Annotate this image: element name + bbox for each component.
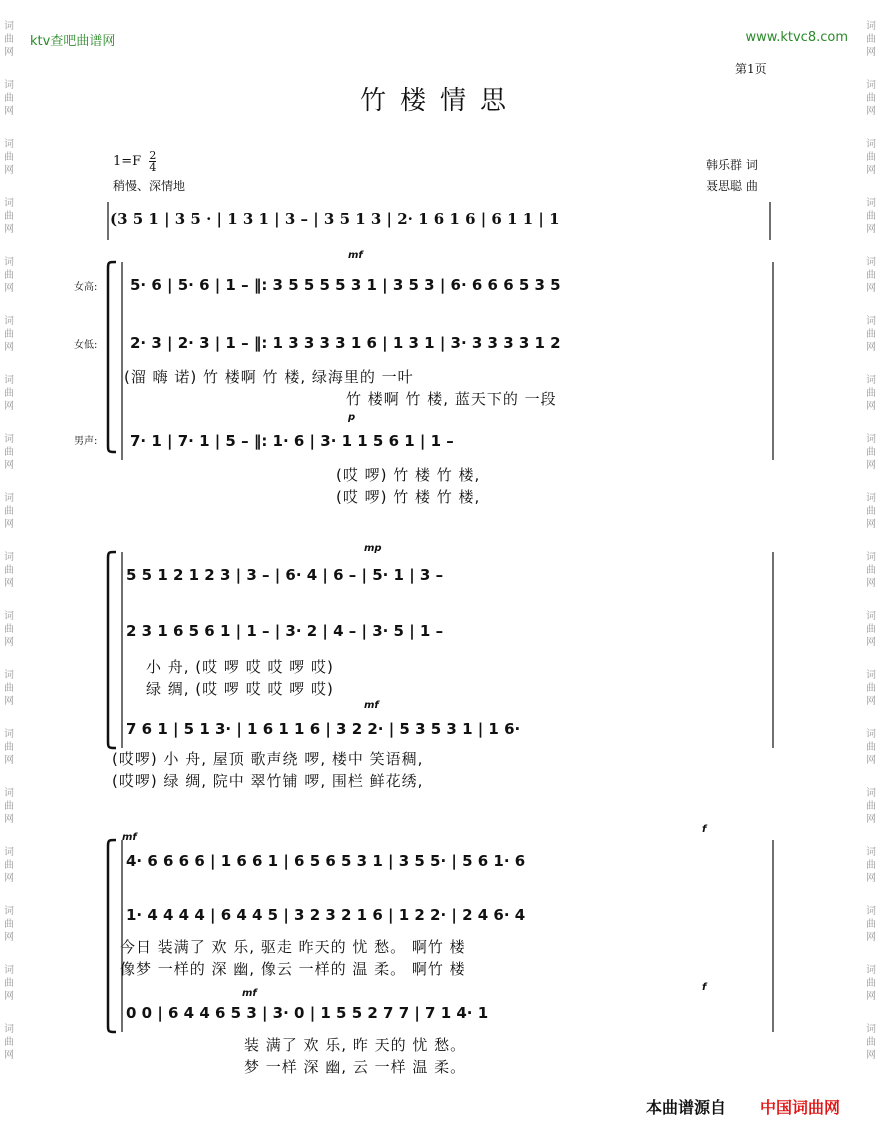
- watermark-char: 网: [866, 47, 876, 58]
- watermark-char: 曲: [4, 919, 14, 930]
- watermark-char: 曲: [866, 93, 876, 104]
- male-lyrics-verse2: 梦 一样 深 幽, 云 一样 温 柔。: [244, 1058, 467, 1076]
- watermark-char: 曲: [866, 211, 876, 222]
- watermark-char: 网: [866, 460, 876, 471]
- male-notes: 0 0 | 6 4 4 6 5 3 | 3· 0 | 1 5 5 2 7 7 | 7 1 4· 1: [126, 1004, 489, 1022]
- watermark-char: 词: [866, 788, 876, 799]
- watermark-char: 曲: [866, 801, 876, 812]
- watermark-char: 曲: [866, 329, 876, 340]
- page-number: 第1页: [735, 62, 767, 76]
- male-lyrics-verse1: (哎 啰) 竹 楼 竹 楼,: [336, 466, 481, 484]
- watermark-char: 词: [866, 139, 876, 150]
- watermark-char: 词: [866, 375, 876, 386]
- sop-notes: 4· 6 6 6 6 | 1 6 6 1 | 6 5 6 5 3 1 | 3 5 5· | 5 6 1· 6: [126, 852, 526, 870]
- watermark-char: 曲: [866, 978, 876, 989]
- lyrics-verse1: 小 舟, (哎 啰 哎 哎 啰 哎): [146, 658, 334, 676]
- watermark-char: 网: [4, 932, 14, 943]
- time-numerator: 2: [149, 149, 157, 162]
- watermark-char: 词: [866, 493, 876, 504]
- watermark-char: 曲: [4, 211, 14, 222]
- watermark-char: 网: [4, 342, 14, 353]
- watermark-char: 网: [4, 637, 14, 648]
- male-notes: 7· 1 | 7· 1 | 5 – ‖: 1· 6 | 3· 1 1 5 6 1 | 1 –: [130, 432, 454, 450]
- site-url-right[interactable]: www.ktvc8.com: [745, 30, 848, 45]
- male-label: 男声:: [74, 436, 98, 447]
- watermark-char: 词: [4, 965, 14, 976]
- watermark-char: 曲: [4, 801, 14, 812]
- watermark-char: 词: [866, 552, 876, 563]
- watermark-char: 词: [866, 729, 876, 740]
- watermark-char: 词: [866, 906, 876, 917]
- alto-notes: 2· 3 | 2· 3 | 1 – ‖: 1 3 3 3 3 1 6 | 1 3 1 | 3· 3 3 3 3 1 2: [130, 334, 561, 352]
- tempo-marking: 稍慢、深情地: [113, 179, 186, 193]
- time-denominator: 4: [149, 161, 157, 174]
- watermark-char: 词: [4, 21, 14, 32]
- watermark-char: 词: [866, 670, 876, 681]
- watermark-char: 词: [4, 139, 14, 150]
- dynamic-mark: mf: [242, 988, 257, 999]
- male-notes: 7 6 1 | 5 1 3· | 1 6 1 1 6 | 3 2 2· | 5 3 5 3 1 | 1 6·: [126, 720, 521, 738]
- watermark-char: 词: [866, 1024, 876, 1035]
- watermark-char: 词: [4, 1024, 14, 1035]
- watermark-char: 词: [4, 611, 14, 622]
- watermark-char: 曲: [866, 1037, 876, 1048]
- male-lyrics-verse2: (哎啰) 绿 绸, 院中 翠竹铺 啰, 围栏 鲜花绣,: [112, 772, 424, 790]
- watermark-char: 曲: [4, 447, 14, 458]
- dynamic-mark: f: [702, 982, 707, 993]
- watermark-char: 曲: [866, 742, 876, 753]
- male-lyrics-verse1: 装 满了 欢 乐, 昨 天的 忧 愁。: [244, 1036, 467, 1054]
- watermark-char: 网: [866, 1050, 876, 1061]
- watermark-char: 词: [866, 198, 876, 209]
- watermark-char: 词: [866, 316, 876, 327]
- watermark-char: 网: [866, 283, 876, 294]
- watermark-char: 曲: [4, 270, 14, 281]
- watermark-char: 词: [4, 80, 14, 91]
- watermark-char: 网: [4, 755, 14, 766]
- watermark-char: 词: [866, 965, 876, 976]
- watermark-char: 曲: [866, 860, 876, 871]
- watermark-char: 曲: [4, 388, 14, 399]
- watermark-char: 网: [4, 519, 14, 530]
- watermark-char: 网: [4, 873, 14, 884]
- watermark-char: 词: [866, 80, 876, 91]
- sop-label: 女高:: [74, 282, 98, 293]
- watermark-char: 词: [4, 670, 14, 681]
- watermark-char: 网: [866, 637, 876, 648]
- watermark-char: 曲: [4, 624, 14, 635]
- watermark-char: 曲: [866, 152, 876, 163]
- alto-notes: 1· 4 4 4 4 | 6 4 4 5 | 3 2 3 2 1 6 | 1 2 2· | 2 4 6· 4: [126, 906, 526, 924]
- watermark-char: 网: [866, 873, 876, 884]
- watermark-char: 词: [4, 316, 14, 327]
- sop-notes: 5· 6 | 5· 6 | 1 – ‖: 3 5 5 5 5 3 1 | 3 5 3 | 6· 6 6 6 5 3 5: [130, 276, 561, 294]
- watermark-char: 网: [4, 47, 14, 58]
- watermark-char: 网: [866, 991, 876, 1002]
- watermark-char: 网: [866, 578, 876, 589]
- watermark-char: 曲: [4, 742, 14, 753]
- watermark-char: 曲: [866, 270, 876, 281]
- sop-notes: 5 5 1 2 1 2 3 | 3 – | 6· 4 | 6 – | 5· 1 | 3 –: [126, 566, 444, 584]
- intro-notes: (3 5 1 | 3 5 · | 1 3 1 | 3 – | 3 5 1 3 | 2· 1 6 1 6 | 6 1 1 | 1: [110, 210, 560, 228]
- watermark-char: 网: [4, 224, 14, 235]
- watermark-char: 曲: [4, 34, 14, 45]
- watermark-char: 曲: [4, 93, 14, 104]
- dynamic-mark: mf: [348, 250, 363, 261]
- watermark-char: 网: [866, 814, 876, 825]
- watermark-char: 网: [866, 106, 876, 117]
- key-label: 1=F: [113, 154, 142, 169]
- footer-source-label: 本曲谱源自: [646, 1098, 727, 1117]
- watermark-char: 网: [866, 342, 876, 353]
- watermark-char: 词: [4, 493, 14, 504]
- dynamic-mark: p: [348, 412, 356, 423]
- dynamic-mark: mf: [122, 832, 137, 843]
- watermark-char: 曲: [4, 1037, 14, 1048]
- alto-label: 女低:: [74, 340, 98, 351]
- watermark-char: 曲: [866, 34, 876, 45]
- watermark-char: 词: [4, 434, 14, 445]
- watermark-char: 词: [4, 788, 14, 799]
- watermark-char: 词: [866, 434, 876, 445]
- male-lyrics-verse1: (哎啰) 小 舟, 屋顶 歌声绕 啰, 楼中 笑语稠,: [112, 750, 424, 768]
- watermark-char: 网: [4, 696, 14, 707]
- dynamic-mark: f: [702, 824, 707, 835]
- dynamic-mark: mf: [364, 700, 379, 711]
- watermark-char: 词: [4, 552, 14, 563]
- watermark-char: 词: [866, 21, 876, 32]
- alto-notes: 2 3 1 6 5 6 1 | 1 – | 3· 2 | 4 – | 3· 5 | 1 –: [126, 622, 444, 640]
- watermark-char: 曲: [4, 506, 14, 517]
- watermark-char: 词: [4, 847, 14, 858]
- watermark-char: 网: [4, 460, 14, 471]
- watermark-char: 网: [4, 106, 14, 117]
- watermark-char: 曲: [866, 683, 876, 694]
- watermark-char: 网: [866, 165, 876, 176]
- lyrics-verse2: 绿 绸, (哎 啰 哎 哎 啰 哎): [146, 680, 334, 698]
- watermark-char: 网: [866, 519, 876, 530]
- dynamic-mark: mp: [364, 543, 382, 554]
- watermark-char: 曲: [866, 388, 876, 399]
- watermark-char: 曲: [866, 919, 876, 930]
- watermark-char: 词: [4, 257, 14, 268]
- lyrics-verse2: 竹 楼啊 竹 楼, 蓝天下的 一段: [346, 390, 557, 408]
- song-title: 竹楼情思: [359, 86, 520, 116]
- watermark-char: 网: [4, 283, 14, 294]
- watermark-char: 词: [866, 611, 876, 622]
- watermark-char: 词: [866, 257, 876, 268]
- watermark-char: 网: [4, 165, 14, 176]
- watermark-char: 曲: [4, 978, 14, 989]
- watermark-char: 曲: [866, 447, 876, 458]
- watermark-char: 网: [4, 814, 14, 825]
- watermark-char: 曲: [4, 860, 14, 871]
- watermark-char: 网: [866, 224, 876, 235]
- watermark-char: 曲: [866, 624, 876, 635]
- composer-credit: 聂思聪 曲: [706, 179, 758, 193]
- watermark-char: 词: [4, 729, 14, 740]
- male-lyrics-verse2: (哎 啰) 竹 楼 竹 楼,: [336, 488, 481, 506]
- footer-site-link[interactable]: 中国词曲网: [760, 1098, 841, 1117]
- site-name-left[interactable]: ktv查吧曲谱网: [30, 34, 116, 49]
- watermark-char: 曲: [866, 565, 876, 576]
- watermark-char: 曲: [4, 329, 14, 340]
- watermark-char: 网: [4, 578, 14, 589]
- system3-bracket: [108, 840, 116, 1032]
- watermark-char: 曲: [866, 506, 876, 517]
- lyricist-credit: 韩乐群 词: [706, 158, 758, 172]
- watermark-char: 曲: [4, 565, 14, 576]
- lyrics-verse2: 像梦 一样的 深 幽, 像云 一样的 温 柔。 啊竹 楼: [120, 960, 466, 978]
- watermark-char: 词: [4, 198, 14, 209]
- watermark-char: 词: [4, 906, 14, 917]
- watermark-char: 词: [4, 375, 14, 386]
- lyrics-verse1: (溜 嗨 诺) 竹 楼啊 竹 楼, 绿海里的 一叶: [124, 368, 414, 386]
- watermark-char: 网: [866, 401, 876, 412]
- watermark-char: 网: [866, 696, 876, 707]
- system1-bracket: [108, 262, 116, 452]
- watermark-char: 网: [4, 401, 14, 412]
- watermark-char: 网: [866, 755, 876, 766]
- watermark-char: 网: [866, 932, 876, 943]
- watermark-char: 词: [866, 847, 876, 858]
- watermark-char: 网: [4, 1050, 14, 1061]
- watermark-char: 曲: [4, 683, 14, 694]
- system2-bracket: [108, 552, 116, 748]
- watermark-char: 网: [4, 991, 14, 1002]
- watermark-char: 曲: [4, 152, 14, 163]
- lyrics-verse1: 今日 装满了 欢 乐, 驱走 昨天的 忧 愁。 啊竹 楼: [120, 938, 466, 956]
